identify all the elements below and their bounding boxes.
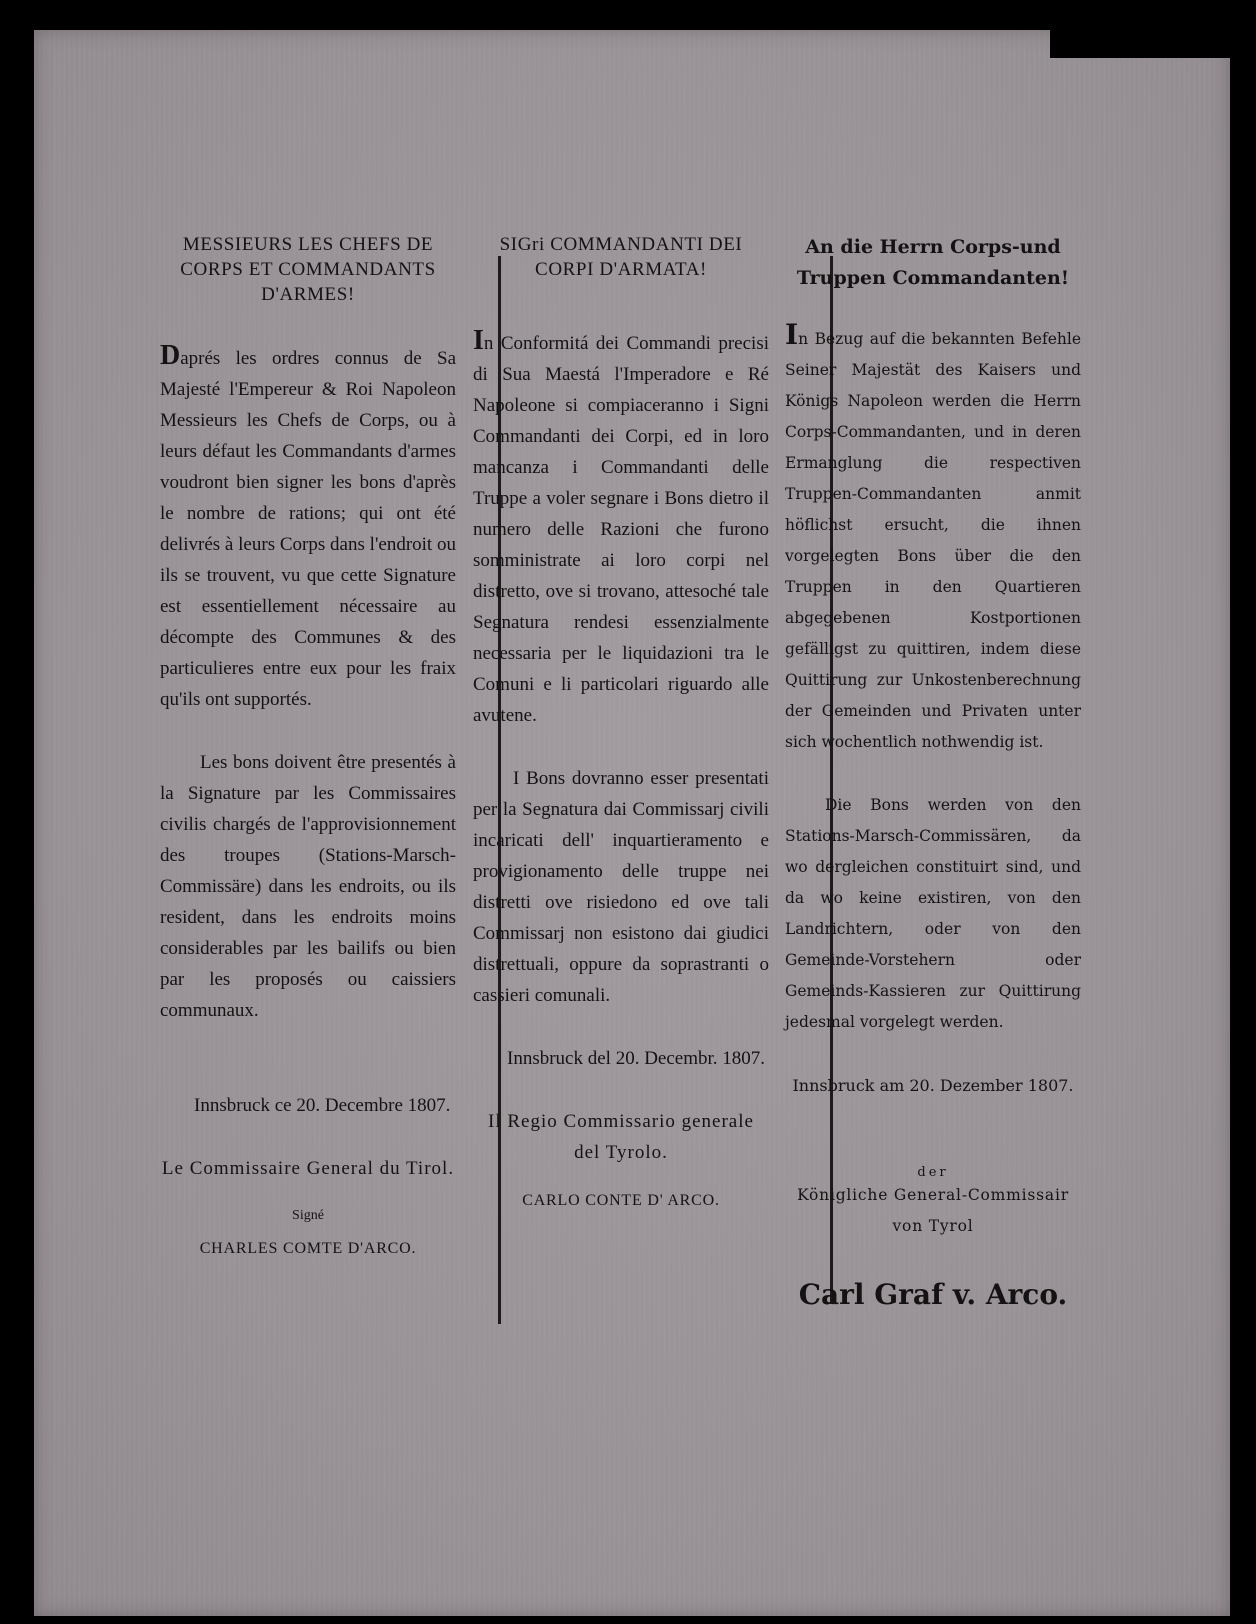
french-signer-name: CHARLES COMTE D'ARCO. [199, 1240, 417, 1257]
french-signe: Signé [292, 1208, 324, 1223]
french-signatory-title: Le Commissaire General du Tirol. [161, 1158, 455, 1179]
italian-paragraph-1 [473, 325, 769, 731]
french-place-date: Innsbruck ce 20. Decembre 1807. [194, 1095, 451, 1116]
german-der: der [917, 1165, 949, 1180]
german-place-date: Innsbruck am 20. Dezember 1807. [792, 1076, 1074, 1095]
italian-signer-name: CARLO CONTE D' ARCO. [522, 1192, 720, 1209]
german-drop-cap: I [785, 318, 799, 351]
german-signer-name: Carl Graf v. Arco. [798, 1278, 1068, 1311]
german-paragraph-2: Die Bons werden von den Stations-Marsch-Commissären, da wo dergleichen constituirt sind, und da wo keine existiren, von den Landrichtern, oder von den Gemeinde-Vorstehern oder Gemeinds-Kassieren zur Quittirung jedesmal vorgelegt werden. [785, 796, 1081, 1031]
italian-heading: SIGri COMMANDANTI DEI CORPI D'ARMATA! [499, 234, 743, 280]
german-paragraph-1-text: n Bezug auf die bekannten Befehle Seiner Majestät des Kaisers und Königs Napoleon werden die Herrn Corps-Commandanten, und in deren Ermanglung die respectiven Truppen-Commandanten anmit höflichst ersucht, die ihnen vorgelegten Bons über die den Truppen in den Quartieren abgegebenen Kostportionen gefälligst zu quittiren, indem diese Quittirung zur Unkostenberechnung der Gemeinden und Privaten unter sich wochentlich nothwendig ist. [785, 330, 1081, 751]
german-column [785, 232, 1081, 1311]
german-paragraph-1 [785, 318, 1081, 758]
italian-column [473, 232, 769, 1210]
french-paragraph-2: Les bons doivent être presentés à la Signature par les Commissaires civilis chargés de l'approvisionnement des troupes (Stations-Marsch-Commissäre) dans les endroits, ou ils resident, dans les endroits moins considerables par les bailifs ou bien par les proposés ou caissiers communaux. [160, 752, 456, 1021]
german-heading: An die Herrn Corps-und Truppen Commandanten! [796, 236, 1070, 289]
italian-signatory-title: Il Regio Commissario generale del Tyrolo. [488, 1111, 754, 1163]
italian-place-date: Innsbruck del 20. Decembr. 1807. [507, 1048, 766, 1069]
french-paragraph-1 [160, 340, 456, 715]
french-heading: MESSIEURS LES CHEFS DE CORPS ET COMMANDANTS D'ARMES! [180, 234, 436, 305]
italian-paragraph-2: I Bons dovranno esser presentati per la Segnatura dai Commissarj civili incaricati dell' inquartieramento e provigionamento delle truppe nei distretti ove risiedono ed ove tali Commissarj non esistono dai giudici distrettuali, oppure da soprastranti o cassieri comunali. [473, 768, 769, 1006]
torn-corner [1050, 30, 1230, 58]
italian-drop-cap: I [473, 325, 484, 356]
italian-paragraph-1-text: n Conformitá dei Commandi precisi di Sua Maestá l'Imperadore e Ré Napoleone si compiaceranno i Signi Commandanti dei Corpi, ed in loro mancanza i Commandanti delle Truppe a voler segnare i Bons dietro il numero delle Razioni che furono somministrate ai loro corpi nel distretto, ove si trovano, attesoché tale Segnatura rendesi essenzialmente necessaria per le liquidazioni tra le Comuni e li particolari riguardo alle avutene. [473, 333, 769, 726]
german-signatory-title: Königliche General-Commissair von Tyrol [797, 1186, 1069, 1235]
french-paragraph-1-text: aprés les ordres connus de Sa Majesté l'Empereur & Roi Napoleon Messieurs les Chefs de Corps, ou à leurs défaut les Commandants d'armes voudront bien signer les bons d'après le nombre de rations; qui ont été delivrés à leurs Corps dans l'endroit ou ils se trouvent, vu que cette Signature est essentiellement nécessaire au décompte des Communes & des particulieres entre eux pour les fraix qu'ils ont supportés. [160, 348, 456, 710]
french-column [160, 232, 456, 1258]
french-drop-cap: D [160, 340, 181, 371]
